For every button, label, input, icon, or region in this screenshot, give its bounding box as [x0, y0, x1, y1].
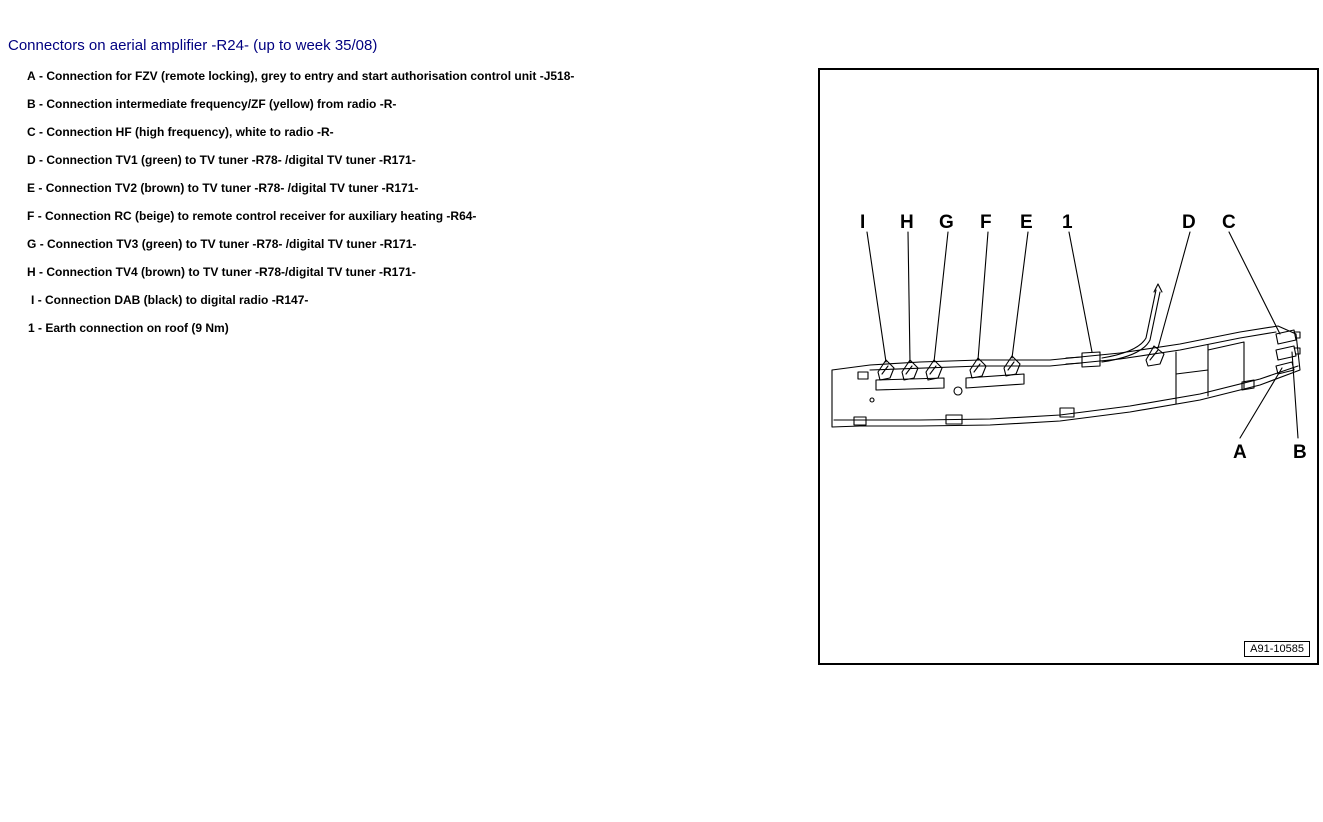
- leader-f: [978, 232, 988, 360]
- housing-outline: [832, 326, 1300, 427]
- leader-d: [1158, 232, 1190, 348]
- leader-g: [934, 232, 948, 362]
- legend-item-c: [27, 125, 334, 139]
- legend-key: 1: [28, 321, 35, 335]
- cable: [1102, 290, 1156, 358]
- legend-key: F: [27, 209, 35, 223]
- callout-1: 1: [1062, 212, 1073, 233]
- callout-b: B: [1293, 442, 1307, 463]
- legend-text: - Connection TV1 (green) to TV tuner -R78- /digital TV tuner -R171-: [39, 153, 416, 167]
- legend-item-i: [31, 293, 308, 307]
- callout-f: F: [980, 212, 992, 233]
- legend-item-g: [27, 237, 416, 251]
- legend-key: E: [27, 181, 36, 195]
- page-title: Connectors on aerial amplifier -R24- (up to week 35/08): [8, 37, 378, 54]
- callout-i: I: [860, 212, 866, 233]
- bottom-clip-left: [854, 417, 866, 425]
- connector-f: [970, 358, 986, 378]
- legend-text: - Connection intermediate frequency/ZF (yellow) from radio -R-: [39, 97, 397, 111]
- figure-id-label: A91-10585: [1244, 641, 1310, 657]
- legend-key: C: [27, 125, 36, 139]
- legend-item-f: [27, 209, 476, 223]
- figure-frame: [818, 68, 1319, 665]
- mount-hole-small: [870, 398, 874, 402]
- small-slot: [858, 372, 868, 379]
- aerial-amplifier-drawing: [820, 70, 1317, 663]
- legend-item-e: [27, 181, 418, 195]
- connector-base-left: [876, 378, 944, 390]
- legend-text: - Connection for FZV (remote locking), grey to entry and start authorisation control unit -J518-: [39, 69, 575, 83]
- legend-item-d: [27, 153, 416, 167]
- mount-hole: [954, 387, 962, 395]
- leader-1: [1069, 232, 1092, 352]
- callout-c: C: [1222, 212, 1236, 233]
- leader-h: [908, 232, 910, 362]
- callout-a: A: [1233, 442, 1247, 463]
- legend-text: - Connection HF (high frequency), white to radio -R-: [39, 125, 334, 139]
- legend-key: G: [27, 237, 37, 251]
- leader-i: [867, 232, 886, 362]
- connector-b: [1276, 346, 1300, 360]
- right-panel-inner: [1176, 370, 1208, 374]
- leader-b: [1292, 352, 1298, 438]
- legend-text: - Earth connection on roof (9 Nm): [38, 321, 229, 335]
- earth-connection: [1066, 352, 1100, 367]
- legend-text: - Connection TV2 (brown) to TV tuner -R78- /digital TV tuner -R171-: [38, 181, 419, 195]
- connector-g: [926, 360, 942, 380]
- legend-item-h: [27, 265, 416, 279]
- callout-h: H: [900, 212, 914, 233]
- callout-e: E: [1020, 212, 1033, 233]
- legend-text: - Connection TV4 (brown) to TV tuner -R78-/digital TV tuner -R171-: [39, 265, 416, 279]
- legend-item-1: [28, 321, 229, 335]
- legend-key: I: [31, 293, 35, 307]
- connector-base-middle: [966, 374, 1024, 388]
- callout-d: D: [1182, 212, 1196, 233]
- legend-key: D: [27, 153, 36, 167]
- legend-item-b: [27, 97, 396, 111]
- legend-text: - Connection TV3 (green) to TV tuner -R78- /digital TV tuner -R171-: [39, 237, 417, 251]
- bottom-clip-right: [1060, 408, 1074, 417]
- legend-key: A: [27, 69, 36, 83]
- cable-end: [1154, 284, 1162, 292]
- legend-item-a: [27, 69, 574, 83]
- leader-c: [1229, 232, 1280, 334]
- legend-text: - Connection DAB (black) to digital radio -R147-: [37, 293, 309, 307]
- leader-e: [1012, 232, 1028, 358]
- legend-key: B: [27, 97, 36, 111]
- legend-key: H: [27, 265, 36, 279]
- callout-g: G: [939, 212, 954, 233]
- legend-text: - Connection RC (beige) to remote control receiver for auxiliary heating -R64-: [37, 209, 477, 223]
